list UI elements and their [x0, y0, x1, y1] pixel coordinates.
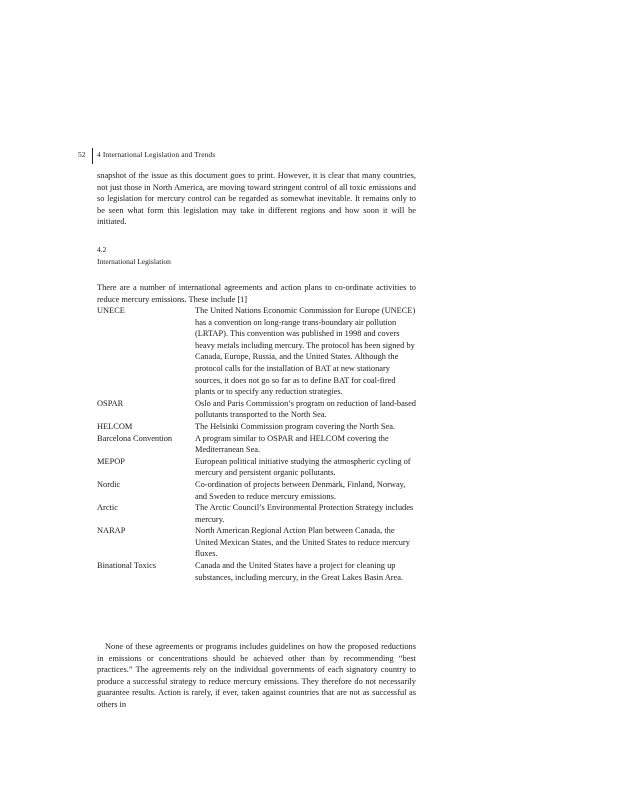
agreement-description: Co-ordination of projects between Denmark, Finland, Norway, and Sweden to reduce mercury emissions.: [195, 479, 406, 501]
agreement-row: [97, 398, 416, 421]
lead-paragraph: There are a number of international agreements and action plans to co-ordinate activities to reduce mercury emissions. These include [1]: [97, 283, 416, 304]
closing-paragraph: None of these agreements or programs includes guidelines on how the proposed reductions in emissions or concentrations should be achieved other than by recommending “best practices.” The agreements rely on the individual governments of each signatory country to produce a successful strategy to reduce mercury emissions. They therefore do not necessarily guarantee results. Action is rarely, if ever, taken against countries that are not as successful as others in: [97, 642, 416, 709]
agreement-description: The Helsinki Commission program covering the North Sea.: [195, 421, 396, 431]
agreement-name: Barcelona Convention: [97, 433, 173, 443]
agreement-row: [97, 560, 416, 583]
header-divider: [92, 148, 93, 164]
agreement-name: MEPOP: [97, 456, 125, 466]
agreement-row: [97, 525, 416, 560]
section-title: International Legislation: [97, 257, 171, 266]
page-number: 52: [78, 150, 86, 159]
agreement-row: [97, 433, 416, 456]
agreement-description: The Arctic Council’s Environmental Protection Strategy includes mercury.: [195, 503, 414, 524]
agreement-description: The United Nations Economic Commission for Europe (UNECE) has a convention on long-range trans-boundary air pollution (LRTAP). This convention was published in 1998 and covers heavy metals including mercury. The protocol has been signed by Canada, Europe, Russia, and the United States. Although the protocol calls for the installation of BAT at new stationary sources, it does not go so far as to define BAT for coal-fired plants or to specify any reduction strategies.: [195, 306, 416, 397]
agreement-description: A program similar to OSPAR and HELCOM covering the Mediterranean Sea.: [195, 433, 389, 455]
agreement-name: Binational Toxics: [97, 561, 157, 571]
agreement-description: North American Regional Action Plan between Canada, the United Mexican States, and the United States to reduce mercury fluxes.: [195, 526, 410, 559]
intro-paragraph-block: [97, 170, 416, 228]
agreement-row: [97, 479, 416, 502]
running-title: 4 International Legislation and Trends: [97, 150, 216, 159]
section-number: 4.2: [97, 245, 107, 254]
agreement-name: HELCOM: [97, 421, 133, 431]
agreement-name: OSPAR: [97, 398, 124, 408]
agreement-description: Oslo and Paris Commission’s program on reduction of land-based pollutants transported to the North Sea.: [195, 398, 416, 420]
agreement-name: Arctic: [97, 503, 118, 513]
agreement-row: [97, 456, 416, 479]
agreement-name: UNECE: [97, 306, 125, 315]
agreement-row: [97, 305, 416, 398]
agreements-list: [97, 305, 416, 583]
agreement-name: NARAP: [97, 526, 126, 536]
agreement-description: European political initiative studying the atmospheric cycling of mercury and persistent organic pollutants.: [195, 456, 411, 478]
agreement-row: [97, 421, 416, 433]
agreement-name: Nordic: [97, 479, 121, 489]
agreement-row: [97, 502, 416, 525]
agreement-description: Canada and the United States have a project for cleaning up substances, including mercury, in the Great Lakes Basin Area.: [195, 561, 404, 582]
intro-paragraph: snapshot of the issue as this document goes to print. However, it is clear that many countries, not just those in North America, are moving toward stringent control of all toxic emissions and so legislation for mercury control can be regarded as somewhat inevitable. It remains only to be seen what form this legislation may take in different regions and how soon it will be initiated.: [97, 171, 416, 227]
